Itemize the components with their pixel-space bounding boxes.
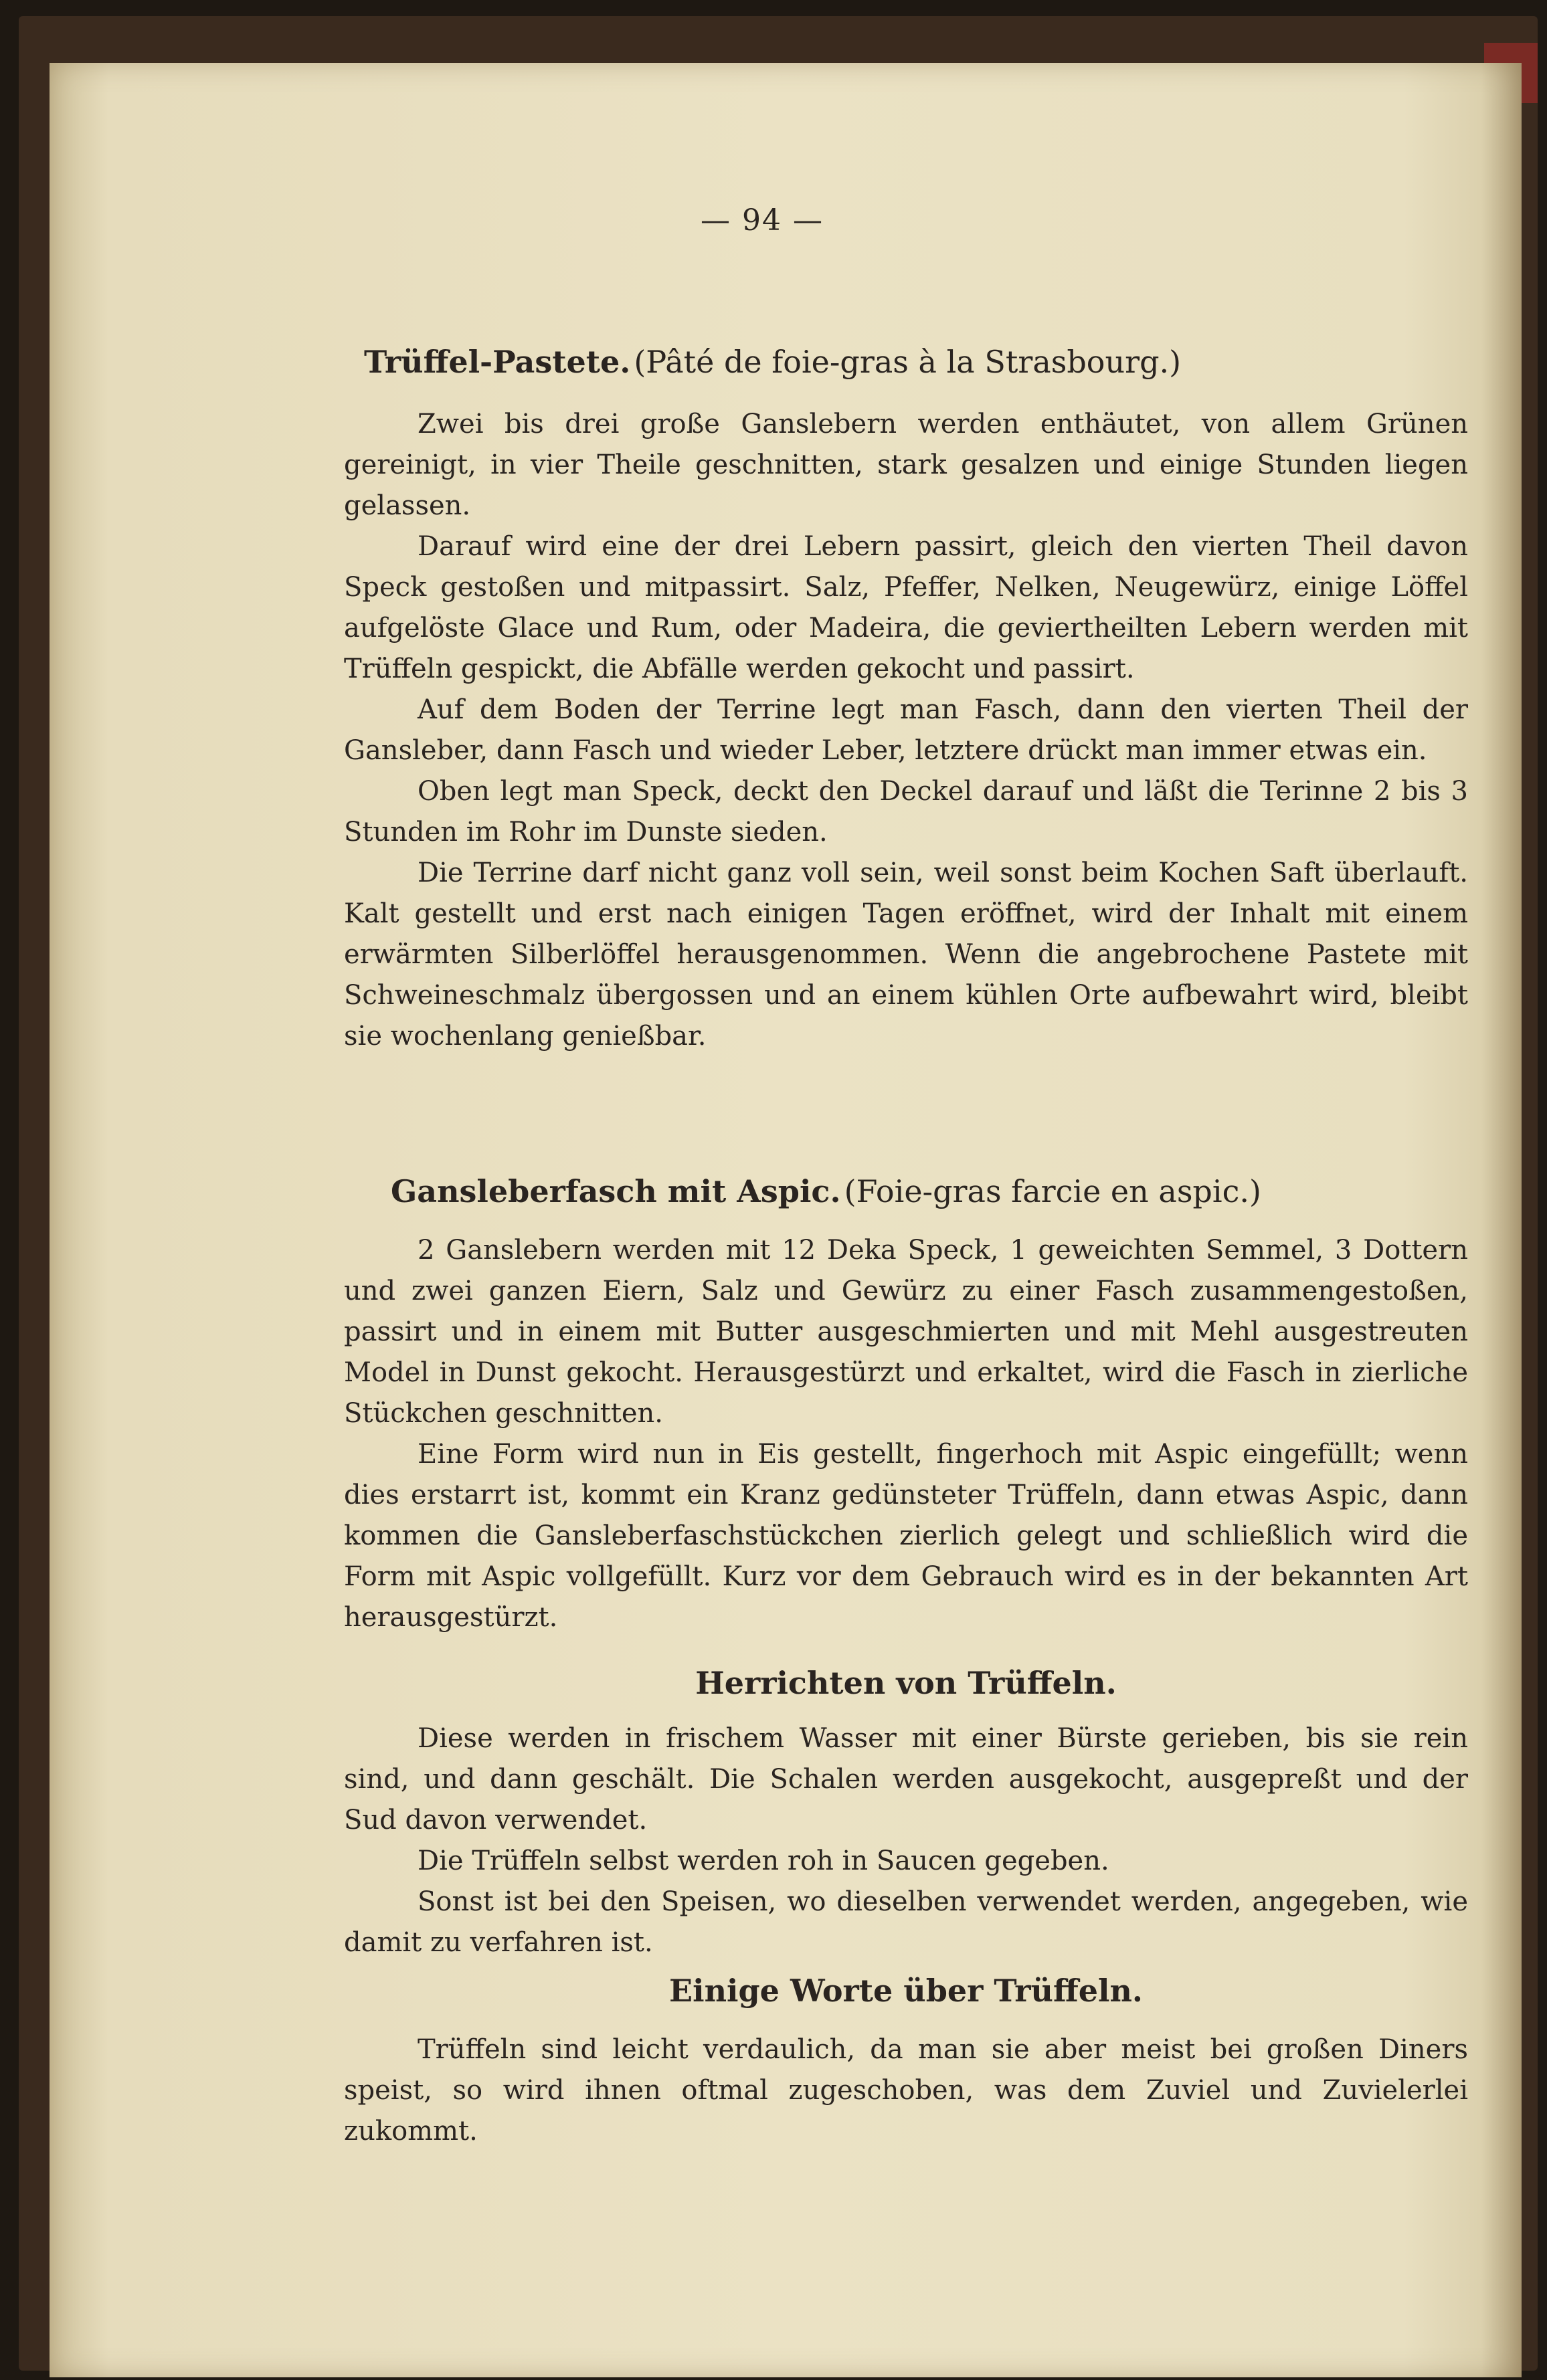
paragraph: Trüffeln sind leicht verdaulich, da man sie aber meist bei großen Diners speist, so wird ihnen oftmal zugeschoben, was dem Zuviel und Zuvielerlei zukommt. [344, 2034, 1468, 2147]
paragraph: Die Trüffeln selbst werden roh in Saucen gegeben. [418, 1846, 1109, 1876]
section-body [344, 1230, 1468, 1638]
paragraph: Sonst ist bei den Speisen, wo dieselben verwendet werden, angegeben, wie damit zu verfahren ist. [344, 1886, 1468, 1958]
section-body [344, 1718, 1468, 1963]
paragraph: Darauf wird eine der drei Lebern passirt, gleich den vierten Theil davon Speck gestoßen und mitpassirt. Salz, Pfeffer, Nelken, Neugewürz, einige Löffel aufgelöste Glace und Rum, oder Madeira, die geviertheilten Lebern werden mit Trüffeln gespickt, die Abfälle werden gekocht und passirt. [344, 531, 1468, 684]
section-heading [391, 1173, 1261, 1209]
page [50, 63, 1522, 2377]
paragraph: Die Terrine darf nicht ganz voll sein, weil sonst beim Kochen Saft überlauft. Kalt gestellt und erst nach einigen Tagen eröffnet, wird der Inhalt mit einem erwärmten Silberlöffel herausgenommen. Wenn die angebrochene Pastete mit Schweineschmalz übergossen und an einem kühlen Orte aufbewahrt wird, bleibt sie wochenlang genießbar. [344, 858, 1468, 1052]
paragraph: 2 Ganslebern werden mit 12 Deka Speck, 1 geweichten Semmel, 3 Dottern und zwei ganzen Eiern, Salz und Gewürz zu einer Fasch zusammengestoßen, passirt und in einem mit Butter ausgeschmierten und mit Mehl ausgestreuten Model in Dunst gekocht. Herausgestürzt und erkaltet, wird die Fasch in zierliche Stückchen geschnitten. [344, 1235, 1468, 1429]
paragraph: Eine Form wird nun in Eis gestellt, fingerhoch mit Aspic eingefüllt; wenn dies erstarrt ist, kommt ein Kranz gedünsteter Trüffeln, dann etwas Aspic, dann kommen die Gansleberfaschstückchen zierlich gelegt und schließlich wird die Form mit Aspic vollgefüllt. Kurz vor dem Gebrauch wird es in der bekannten Art herausgestürzt. [344, 1439, 1468, 1633]
paragraph: Diese werden in frischem Wasser mit einer Bürste gerieben, bis sie rein sind, und dann geschält. Die Schalen werden ausgekocht, ausgepreßt und der Sud davon verwendet. [344, 1723, 1468, 1836]
section-body [344, 404, 1468, 1057]
section-title: Herrichten von Trüffeln. [695, 1665, 1117, 1701]
page-number: — 94 — [701, 203, 824, 237]
section-heading [344, 1665, 1468, 1701]
book-background [19, 16, 1538, 2371]
section-subtitle: (Pâté de foie-gras à la Strasbourg.) [634, 344, 1182, 380]
section-title: Einige Worte über Trüffeln. [669, 1973, 1143, 2009]
section-body [344, 2029, 1468, 2152]
section-title: Trüffel-Pastete. [364, 344, 631, 380]
section-heading [344, 1973, 1468, 2009]
paragraph: Zwei bis drei große Ganslebern werden enthäutet, von allem Grünen gereinigt, in vier Theile geschnitten, stark gesalzen und einige Stunden liegen gelassen. [344, 409, 1468, 521]
page-edge-shadow [1481, 63, 1522, 2377]
section-heading [364, 344, 1181, 380]
paragraph: Oben legt man Speck, deckt den Deckel darauf und läßt die Terinne 2 bis 3 Stunden im Rohr im Dunste sieden. [344, 776, 1468, 848]
section-subtitle: (Foie-gras farcie en aspic.) [844, 1173, 1261, 1209]
section-title: Gansleberfasch mit Aspic. [391, 1173, 841, 1209]
paragraph: Auf dem Boden der Terrine legt man Fasch, dann den vierten Theil der Gansleber, dann Fasch und wieder Leber, letztere drückt man immer etwas ein. [344, 694, 1468, 766]
